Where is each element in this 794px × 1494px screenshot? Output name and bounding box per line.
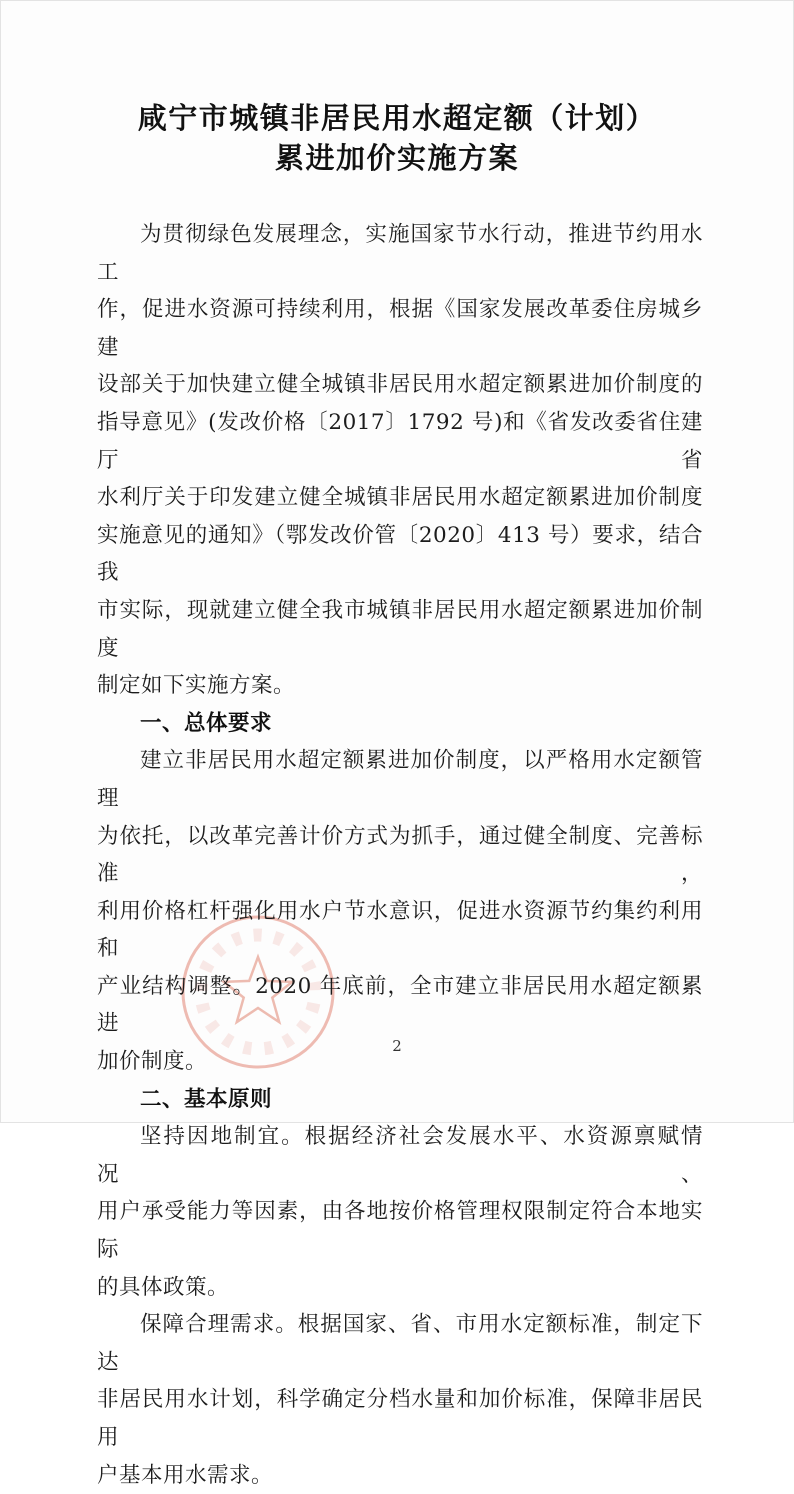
- section-heading: 一、总体要求: [140, 710, 273, 736]
- text-line: 为贯彻绿色发展理念，实施国家节水行动，推进节约用水工: [97, 222, 703, 285]
- text-line: 指导意见》(发改价格〔2017〕1792 号)和《省发改委省住建厅省: [97, 409, 703, 473]
- text-line: 户基本用水需求。: [97, 1462, 274, 1488]
- text-line: 非居民用水计划，科学确定分档水量和加价标准，保障非居民用: [97, 1387, 703, 1450]
- text-line: 建立非居民用水超定额累进加价制度，以严格用水定额管理: [97, 748, 703, 811]
- text-line: 产业结构调整。2020 年底前，全市建立非居民用水超定额累进: [97, 973, 703, 1037]
- text-line: 设部关于加快建立健全城镇非居民用水超定额累进加价制度的: [97, 372, 703, 398]
- text-line: 制定如下实施方案。: [97, 673, 296, 699]
- page-number: 2: [392, 1037, 402, 1055]
- text-line: 为依托，以改革完善计价方式为抓手，通过健全制度、完善标准，: [97, 823, 703, 887]
- title-line-1: 咸宁市城镇非居民用水超定额（计划）: [137, 101, 657, 135]
- document-title: [0, 98, 794, 178]
- title-line-2: 累进加价实施方案: [274, 141, 519, 175]
- text-line: 实施意见的通知》（鄂发改价管〔2020〕413 号）要求，结合我: [97, 522, 703, 586]
- text-line: 水利厅关于印发建立健全城镇非居民用水超定额累进加价制度: [97, 485, 703, 511]
- section-heading: 二、基本原则: [140, 1086, 273, 1112]
- text-line: 坚持因地制宜。根据经济社会发展水平、水资源禀赋情况、: [97, 1124, 703, 1187]
- text-line: 用户承受能力等因素，由各地按价格管理权限制定符合本地实际: [97, 1199, 703, 1263]
- text-line: 利用价格杠杆强化用水户节水意识，促进水资源节约集约利用和: [97, 898, 703, 962]
- text-line: 加价制度。: [97, 1049, 208, 1075]
- document-body: [97, 216, 703, 1494]
- text-line: 保障合理需求。根据国家、省、市用水定额标准，制定下达: [97, 1312, 703, 1375]
- text-line: 的具体政策。: [97, 1274, 230, 1300]
- text-line: 作，促进水资源可持续利用，根据《国家发展改革委住房城乡建: [97, 297, 703, 360]
- text-line: 市实际，现就建立健全我市城镇非居民用水超定额累进加价制度: [97, 597, 703, 661]
